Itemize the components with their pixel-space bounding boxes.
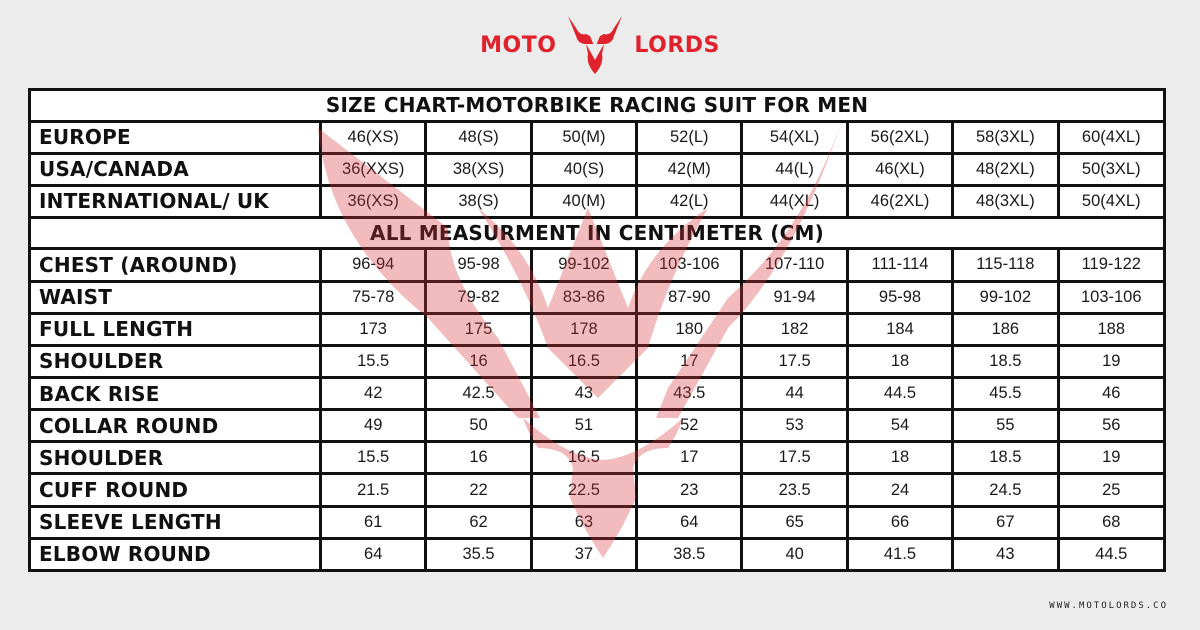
table-cell: 41.5 (849, 540, 951, 569)
table-cell: 79-82 (427, 283, 529, 312)
table-cell: 49 (322, 411, 424, 440)
table-cell: 68 (1060, 508, 1163, 537)
table-cell: 22 (427, 475, 529, 504)
measurement-header-row (31, 219, 1163, 248)
table-cell: 42 (322, 379, 424, 408)
table-cell: 61 (322, 508, 424, 537)
row-label: ELBOW ROUND (31, 540, 319, 569)
row-label: CUFF ROUND (31, 475, 319, 504)
table-cell: 115-118 (954, 250, 1056, 279)
size-chart-table (28, 88, 1166, 572)
table-cell: 54(XL) (743, 123, 845, 152)
table-cell: 173 (322, 315, 424, 344)
table-cell: 45.5 (954, 379, 1056, 408)
table-cell: 99-102 (533, 250, 635, 279)
table-cell: 96-94 (322, 250, 424, 279)
table-cell: 64 (322, 540, 424, 569)
row-label: COLLAR ROUND (31, 411, 319, 440)
table-cell: 43 (954, 540, 1056, 569)
table-cell: 43 (533, 379, 635, 408)
row-label: USA/CANADA (31, 155, 319, 184)
horned-helmet-icon (564, 14, 626, 76)
table-cell: 63 (533, 508, 635, 537)
table-cell: 67 (954, 508, 1056, 537)
table-cell: 15.5 (322, 347, 424, 376)
table-cell: 83-86 (533, 283, 635, 312)
table-cell: 103-106 (1060, 283, 1163, 312)
table-cell: 44.5 (1060, 540, 1163, 569)
table-cell: 103-106 (638, 250, 740, 279)
table-cell: 48(3XL) (954, 187, 1056, 216)
table-cell: 87-90 (638, 283, 740, 312)
size-row (31, 123, 1163, 152)
table-cell: 54 (849, 411, 951, 440)
brand-word-left: MOTO (480, 32, 557, 58)
row-label: BACK RISE (31, 379, 319, 408)
table-cell: 60(4XL) (1060, 123, 1163, 152)
table-cell: 42(L) (638, 187, 740, 216)
table-cell: 46(2XL) (849, 187, 951, 216)
table-cell: 18.5 (954, 443, 1056, 472)
size-row (31, 155, 1163, 184)
table-cell: 178 (533, 315, 635, 344)
table-cell: 91-94 (743, 283, 845, 312)
brand-word-right: LORDS (634, 32, 720, 58)
table-cell: 50(M) (533, 123, 635, 152)
table-cell: 99-102 (954, 283, 1056, 312)
table-cell: 64 (638, 508, 740, 537)
size-chart (28, 88, 1166, 572)
measurement-row (31, 508, 1163, 537)
size-chart-body (31, 91, 1163, 120)
table-cell: 42(M) (638, 155, 740, 184)
table-cell: 75-78 (322, 283, 424, 312)
table-cell: 17.5 (743, 443, 845, 472)
table-cell: 184 (849, 315, 951, 344)
table-cell: 36(XS) (322, 187, 424, 216)
chart-title: SIZE CHART-MOTORBIKE RACING SUIT FOR MEN (31, 91, 1163, 120)
measurement-row (31, 250, 1163, 279)
table-cell: 175 (427, 315, 529, 344)
table-cell: 36(XXS) (322, 155, 424, 184)
row-label: FULL LENGTH (31, 315, 319, 344)
table-cell: 46 (1060, 379, 1163, 408)
measurement-row (31, 283, 1163, 312)
table-cell: 111-114 (849, 250, 951, 279)
table-cell: 40(M) (533, 187, 635, 216)
measurement-row (31, 411, 1163, 440)
row-label: SHOULDER (31, 347, 319, 376)
table-cell: 17 (638, 347, 740, 376)
row-label: CHEST (AROUND) (31, 250, 319, 279)
table-cell: 50 (427, 411, 529, 440)
table-cell: 58(3XL) (954, 123, 1056, 152)
title-row (31, 91, 1163, 120)
table-cell: 46(XL) (849, 155, 951, 184)
table-cell: 35.5 (427, 540, 529, 569)
table-cell: 62 (427, 508, 529, 537)
table-cell: 17.5 (743, 347, 845, 376)
measurement-row (31, 315, 1163, 344)
table-cell: 53 (743, 411, 845, 440)
table-cell: 44 (743, 379, 845, 408)
table-cell: 16 (427, 347, 529, 376)
row-label: SHOULDER (31, 443, 319, 472)
measurement-rows (31, 250, 1163, 569)
brand-logo (0, 14, 1200, 76)
table-cell: 15.5 (322, 443, 424, 472)
table-cell: 18 (849, 347, 951, 376)
table-cell: 17 (638, 443, 740, 472)
table-cell: 44(XL) (743, 187, 845, 216)
table-cell: 40 (743, 540, 845, 569)
row-label: EUROPE (31, 123, 319, 152)
table-cell: 18.5 (954, 347, 1056, 376)
size-row (31, 187, 1163, 216)
table-cell: 56(2XL) (849, 123, 951, 152)
table-cell: 52(L) (638, 123, 740, 152)
table-cell: 16.5 (533, 443, 635, 472)
measurement-row (31, 379, 1163, 408)
table-cell: 56 (1060, 411, 1163, 440)
size-conversion-rows (31, 123, 1163, 216)
table-cell: 16.5 (533, 347, 635, 376)
table-cell: 19 (1060, 347, 1163, 376)
table-cell: 95-98 (427, 250, 529, 279)
table-cell: 46(XS) (322, 123, 424, 152)
website-url[interactable]: WWW.MOTOLORDS.CO (1049, 601, 1168, 611)
table-cell: 188 (1060, 315, 1163, 344)
table-cell: 25 (1060, 475, 1163, 504)
measurement-row (31, 443, 1163, 472)
row-label: INTERNATIONAL/ UK (31, 187, 319, 216)
table-cell: 119-122 (1060, 250, 1163, 279)
table-cell: 37 (533, 540, 635, 569)
measurement-row (31, 540, 1163, 569)
table-cell: 52 (638, 411, 740, 440)
table-cell: 23 (638, 475, 740, 504)
measurement-row (31, 475, 1163, 504)
table-cell: 180 (638, 315, 740, 344)
table-cell: 24 (849, 475, 951, 504)
table-cell: 48(S) (427, 123, 529, 152)
table-cell: 42.5 (427, 379, 529, 408)
table-cell: 55 (954, 411, 1056, 440)
table-cell: 21.5 (322, 475, 424, 504)
measurement-row (31, 347, 1163, 376)
table-cell: 186 (954, 315, 1056, 344)
table-cell: 44(L) (743, 155, 845, 184)
table-cell: 66 (849, 508, 951, 537)
table-cell: 95-98 (849, 283, 951, 312)
measurement-header: ALL MEASURMENT IN CENTIMETER (CM) (31, 219, 1163, 248)
table-cell: 40(S) (533, 155, 635, 184)
row-label: WAIST (31, 283, 319, 312)
table-cell: 16 (427, 443, 529, 472)
table-cell: 43.5 (638, 379, 740, 408)
row-label: SLEEVE LENGTH (31, 508, 319, 537)
table-cell: 38.5 (638, 540, 740, 569)
table-cell: 51 (533, 411, 635, 440)
table-cell: 23.5 (743, 475, 845, 504)
table-cell: 22.5 (533, 475, 635, 504)
table-cell: 44.5 (849, 379, 951, 408)
table-cell: 50(3XL) (1060, 155, 1163, 184)
table-cell: 18 (849, 443, 951, 472)
table-cell: 38(XS) (427, 155, 529, 184)
table-cell: 38(S) (427, 187, 529, 216)
table-cell: 65 (743, 508, 845, 537)
table-cell: 107-110 (743, 250, 845, 279)
table-cell: 48(2XL) (954, 155, 1056, 184)
table-cell: 24.5 (954, 475, 1056, 504)
table-cell: 182 (743, 315, 845, 344)
table-cell: 19 (1060, 443, 1163, 472)
table-cell: 50(4XL) (1060, 187, 1163, 216)
measurement-header-section (31, 219, 1163, 248)
